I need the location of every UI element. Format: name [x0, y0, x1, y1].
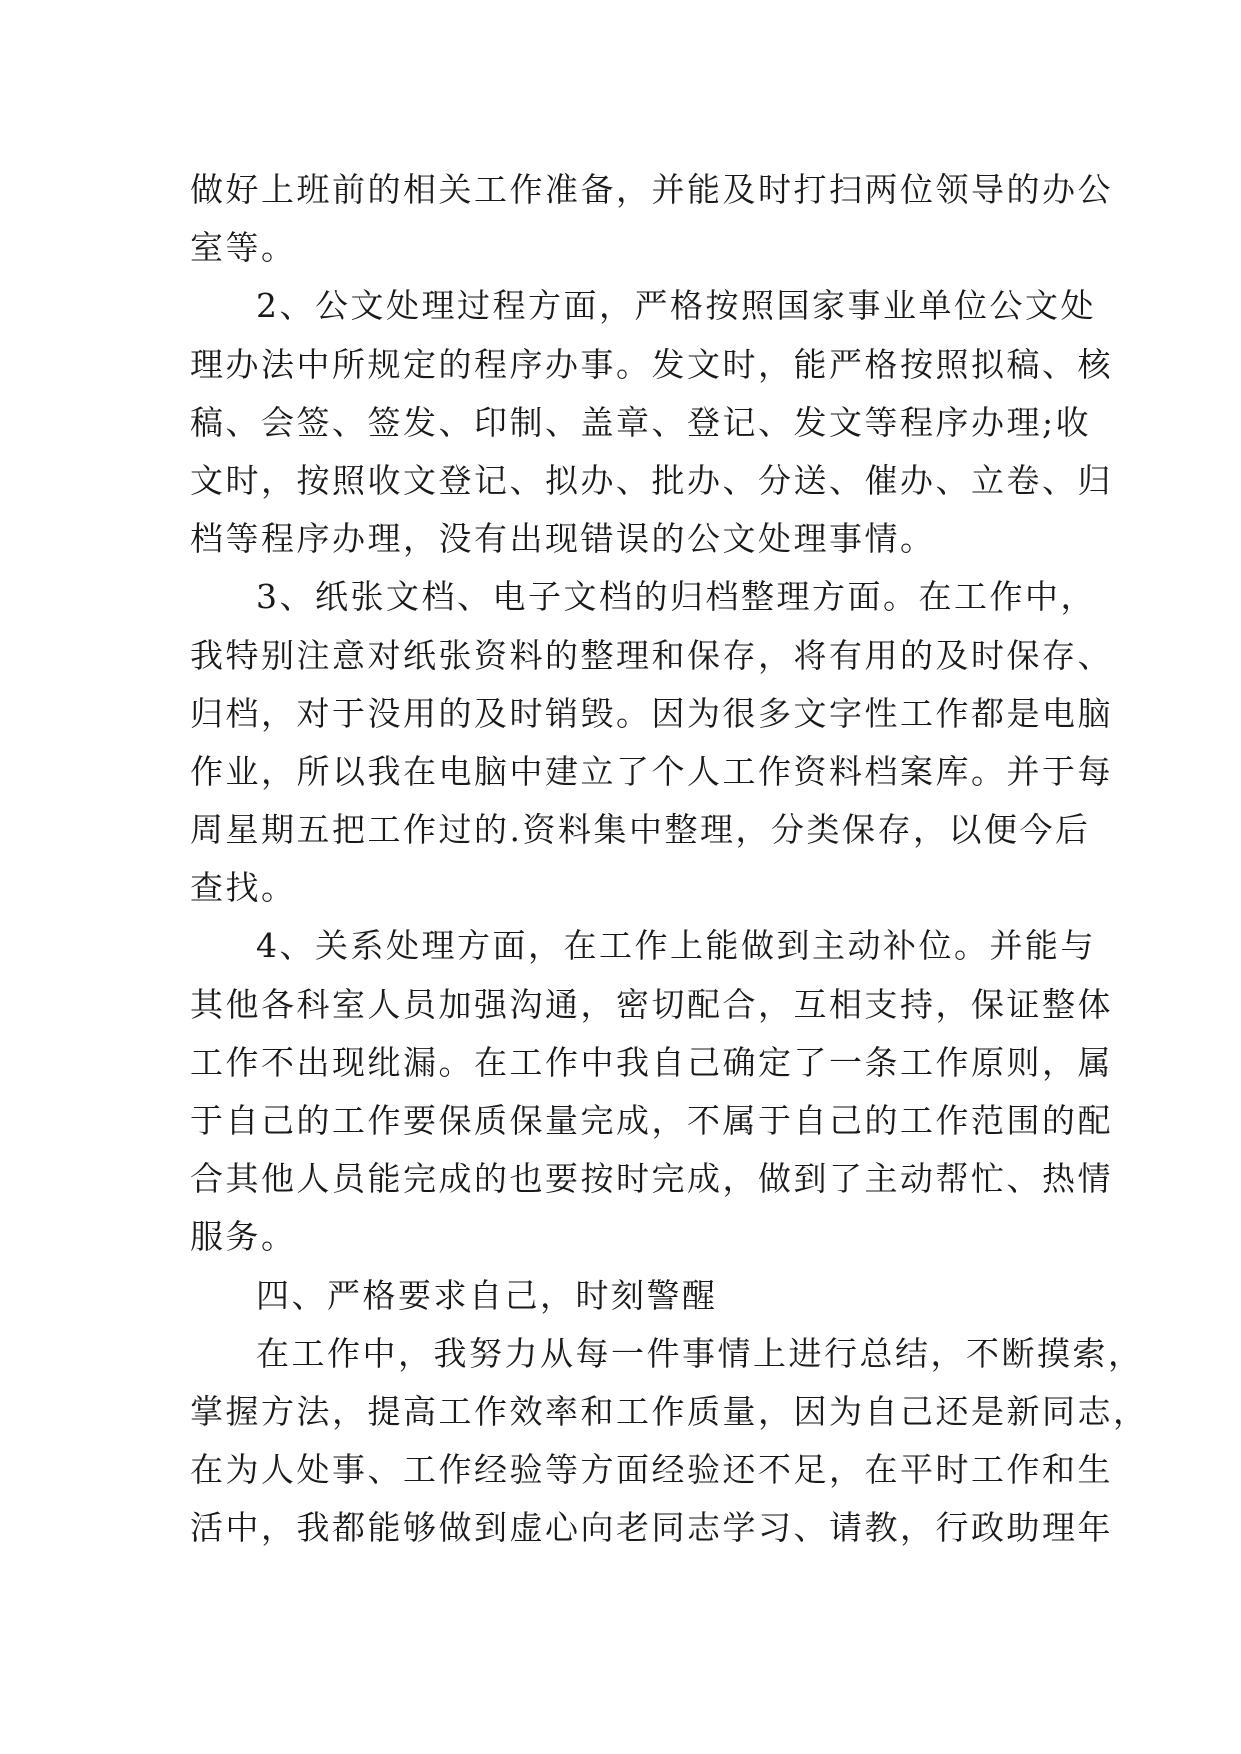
text-line: 我特别注意对纸张资料的整理和保存，将有用的及时保存、	[190, 635, 1113, 675]
text-line: 文时，按照收文登记、拟办、批办、分送、催办、立卷、归	[190, 460, 1113, 500]
text-line: 在工作中，我努力从每一件事情上进行总结，不断摸索，	[256, 1333, 1144, 1373]
text-line: 理办法中所规定的程序办事。发文时，能严格按照拟稿、核	[190, 344, 1113, 384]
text-line: 周星期五把工作过的.资料集中整理，分类保存，以便今后	[190, 810, 1091, 850]
text-line: 查找。	[190, 868, 297, 908]
text-line: 服务。	[190, 1217, 297, 1257]
text-line: 档等程序办理，没有出现错误的公文处理事情。	[190, 519, 936, 559]
text-line: 4、关系处理方面，在工作上能做到主动补位。并能与	[256, 926, 1096, 966]
text-line: 稿、会签、签发、印制、盖章、登记、发文等程序办理;收	[190, 402, 1092, 442]
text-line: 工作不出现纰漏。在工作中我自己确定了一条工作原则，属	[190, 1042, 1113, 1082]
text-line: 2、公文处理过程方面，严格按照国家事业单位公文处	[256, 286, 1096, 326]
section-heading: 四、严格要求自己，时刻警醒	[256, 1275, 718, 1315]
text-line: 做好上班前的相关工作准备，并能及时打扫两位领导的办公	[190, 170, 1113, 209]
text-line: 归档，对于没用的及时销毁。因为很多文字性工作都是电脑	[190, 693, 1113, 733]
text-line: 掌握方法，提高工作效率和工作质量，因为自己还是新同志，	[190, 1391, 1149, 1431]
text-line: 其他各科室人员加强沟通，密切配合，互相支持，保证整体	[190, 984, 1113, 1024]
text-line: 室等。	[190, 228, 297, 268]
text-line: 合其他人员能完成的也要按时完成，做到了主动帮忙、热情	[190, 1159, 1113, 1199]
document-body	[190, 161, 1149, 1558]
text-line: 于自己的工作要保质保量完成，不属于自己的工作范围的配	[190, 1101, 1113, 1140]
text-line: 活中，我都能够做到虚心向老同志学习、请教，行政助理年	[190, 1508, 1113, 1548]
text-line: 3、纸张文档、电子文档的归档整理方面。在工作中，	[256, 577, 1096, 617]
text-line: 作业，所以我在电脑中建立了个人工作资料档案库。并于每	[190, 751, 1113, 791]
text-line: 在为人处事、工作经验等方面经验还不足，在平时工作和生	[190, 1450, 1113, 1490]
